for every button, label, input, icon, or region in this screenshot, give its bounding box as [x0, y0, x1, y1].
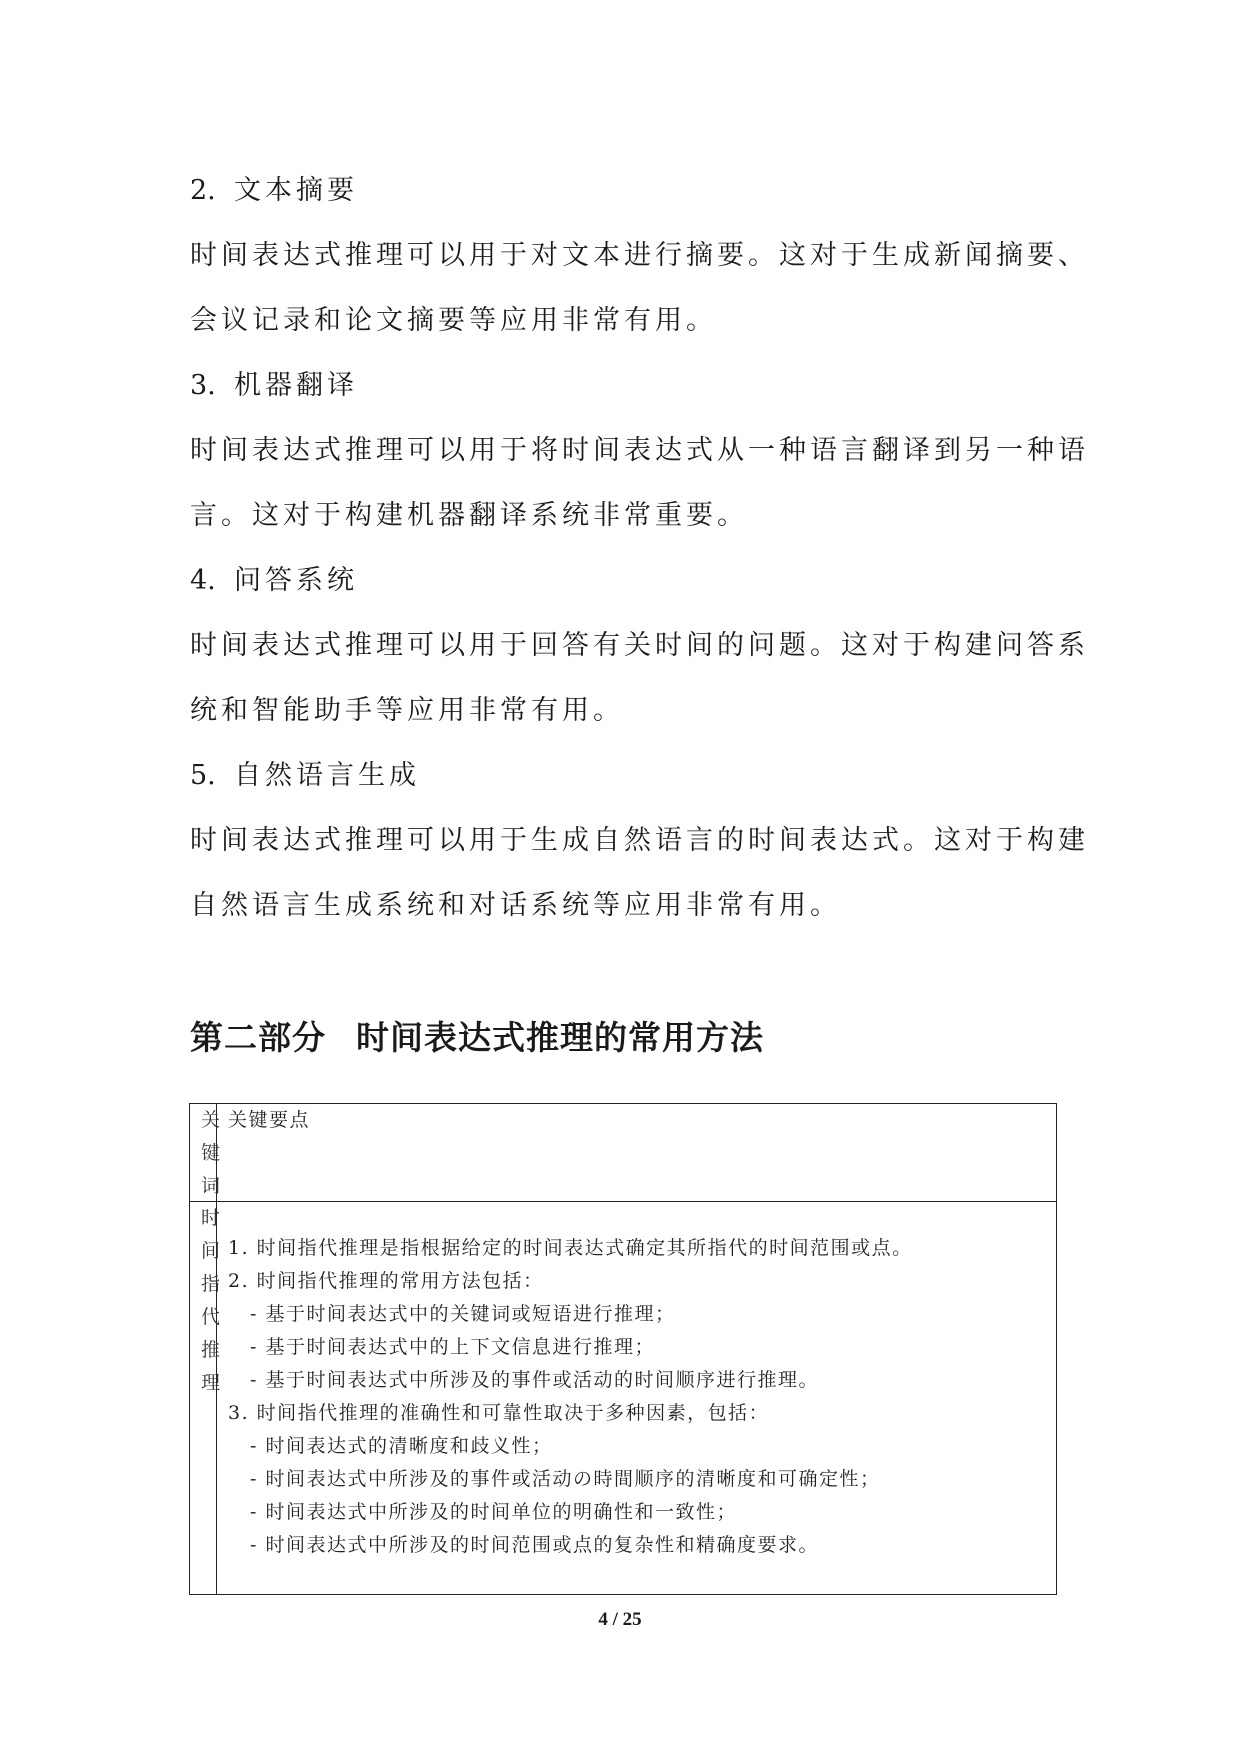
- subheading-title: 自然语言生成: [234, 760, 420, 791]
- section-heading-part: 第二部分: [190, 1018, 326, 1057]
- subheading-number: 5.: [190, 760, 216, 791]
- keypoint-item: 3. 时间指代推理的准确性和可靠性取决于多种因素，包括：: [228, 1402, 770, 1424]
- subheading-number: 3.: [190, 370, 216, 401]
- header-value-cell: 关键要点: [228, 1109, 311, 1131]
- paragraph-line: 时间表达式推理可以用于将时间表达式从一种语言翻译到另一种语: [190, 435, 1089, 466]
- row-key-cell: 时间指代推理: [190, 1202, 217, 1594]
- subheading: [190, 158, 1070, 223]
- paragraph-line: 自然语言生成系统和对话系统等应用非常有用。: [190, 890, 841, 921]
- paragraph-line: 言。这对于构建机器翻译系统非常重要。: [190, 500, 748, 531]
- paragraph-line: 时间表达式推理可以用于回答有关时间的问题。这对于构建问答系: [190, 630, 1089, 661]
- subheading-number: 2.: [190, 175, 216, 206]
- keypoint-subitem: - 基于时间表达式中的关键词或短语进行推理；: [250, 1303, 676, 1325]
- keypoint-subitem: - 时间表达式中所涉及的时间单位的明确性和一致性；: [250, 1501, 737, 1523]
- keypoint-item: 2. 时间指代推理的常用方法包括：: [228, 1270, 544, 1292]
- subheading: [190, 548, 1070, 613]
- subheading-title: 文本摘要: [234, 175, 358, 206]
- keypoint-subitem: - 时间表达式的清晰度和歧义性；: [250, 1435, 553, 1457]
- table-row: [190, 1201, 1056, 1594]
- keypoint-subitem: - 时间表达式中所涉及的事件或活动の時間顺序的清晰度和可确定性；: [250, 1468, 881, 1490]
- section-heading-title: 时间表达式推理的常用方法: [356, 1018, 764, 1057]
- keypoint-subitem: - 基于时间表达式中所涉及的事件或活动的时间顺序进行推理。: [250, 1369, 819, 1391]
- keypoint-subitem: - 时间表达式中所涉及的时间范围或点的复杂性和精确度要求。: [250, 1534, 819, 1556]
- page-number: 4 / 25: [598, 1609, 642, 1630]
- subheading: [190, 743, 1070, 808]
- subheading-title: 机器翻译: [234, 370, 358, 401]
- keypoints-table: [189, 1103, 1057, 1595]
- subheading-number: 4.: [190, 565, 216, 596]
- row-value-cell: [217, 1202, 1056, 1594]
- body-text: [190, 158, 1089, 938]
- paragraph-line: 时间表达式推理可以用于生成自然语言的时间表达式。这对于构建: [190, 825, 1089, 856]
- table-header-row: [190, 1104, 1056, 1201]
- paragraph-line: 统和智能助手等应用非常有用。: [190, 695, 624, 726]
- section-heading: [190, 1012, 764, 1059]
- paragraph-line: 时间表达式推理可以用于对文本进行摘要。这对于生成新闻摘要、: [190, 240, 1089, 271]
- keypoint-item: 1. 时间指代推理是指根据给定的时间表达式确定其所指代的时间范围或点。: [228, 1237, 913, 1259]
- subheading-title: 问答系统: [234, 565, 358, 596]
- subheading: [190, 353, 1070, 418]
- header-key-cell: 关键词: [190, 1104, 217, 1201]
- paragraph-line: 会议记录和论文摘要等应用非常有用。: [190, 305, 717, 336]
- keypoint-subitem: - 基于时间表达式中的上下文信息进行推理；: [250, 1336, 655, 1358]
